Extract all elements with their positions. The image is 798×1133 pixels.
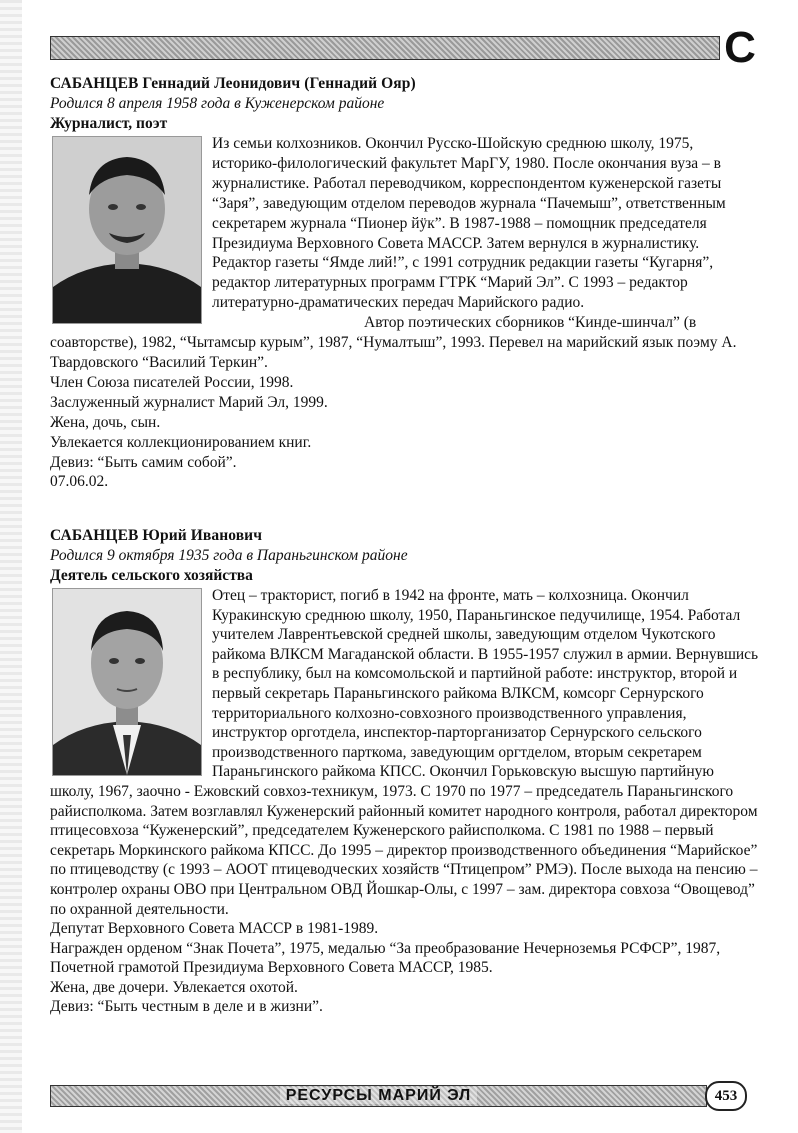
bio-paragraph: Член Союза писателей России, 1998. [50,373,294,391]
portrait-photo [52,588,202,776]
footer-band [50,1085,707,1107]
bio-paragraph: Награжден орденом “Знак Почета”, 1975, медалью “За преобразование Нечерноземья РСФСР”, 1987, Почетной грамотой Президиума Верховного Совета МАССР, 1985. [50,939,721,977]
portrait-photo [52,136,202,324]
bio-entry [50,526,760,1017]
person-name: САБАНЦЕВ Геннадий Леонидович (Геннадий Ояр) [50,75,416,92]
birth-info: Родился 9 октября 1935 года в Параньгинском районе [50,547,408,564]
bio-paragraph: Из семьи колхозников. Окончил Русско-Шойскую среднюю школу, 1975, историко-филологический факультет МарГУ, 1980. После окончания вуза – в журналистике. Работал переводчиком, корреспондентом куженерской газеты “Заря”, заведующим отделом переводов журнала “Пачемыш”, ответственным секретарем журнала “Пионер йӱк”. В 1987-1988 – помощник председателя Президиума Верховного Совета МАССР. Затем вернулся в журналистику. Редактор газеты “Ямде лий!”, с 1991 сотрудник редакции газеты “Кугарня”, редактор литературных программ ГТРК “Марий Эл”. С 1993 – редактор литературно-драматических передач Марийского радио. [212,135,726,312]
bio-paragraph: Жена, две дочери. Увлекается охотой. [50,978,298,996]
bio-text [50,586,760,1017]
bio-text [50,134,760,492]
bio-paragraph: Девиз: “Быть честным в деле и в жизни”. [50,998,323,1016]
page-number: 453 [705,1081,747,1111]
footer-title: РЕСУРСЫ МАРИЙ ЭЛ [280,1087,478,1104]
portrait-icon [53,137,201,323]
bio-paragraph: Жена, дочь, сын. [50,413,161,431]
birth-info: Родился 8 апреля 1958 года в Куженерском районе [50,95,385,112]
bio-paragraph: Автор поэтических сборников “Кинде-шинчал” (в соавторстве), 1982, “Чытамсыр курым”, 1987, “Нумалтыш”, 1993. Перевел на марийский язык поэму А. Твардовского “Василий Теркин”. [50,314,737,371]
header-band [50,36,720,60]
bio-paragraph: Заслуженный журналист Марий Эл, 1999. [50,393,328,411]
person-role: Журналист, поэт [50,115,168,132]
bio-date: 07.06.02. [50,473,109,491]
bio-paragraph: Депутат Верховного Совета МАССР в 1981-1989. [50,920,379,938]
page-footer [50,1081,750,1109]
bio-paragraph: Девиз: “Быть самим собой”. [50,453,237,471]
bio-entry [50,74,760,492]
page-spine-shadow [0,0,22,1133]
bio-paragraph: Увлекается коллекционированием книг. [50,433,312,451]
portrait-icon [53,589,201,775]
section-letter: С [724,23,756,72]
bio-paragraph: Отец – тракторист, погиб в 1942 на фронте, мать – колхозница. Окончил Куракинскую среднюю школу, 1950, Параньгинское педучилище, 1954. Работал учителем Лаврентьевской средней школы, заведующим отделом Чукотского райкома ВЛКСМ Магаданской области. В 1955-1957 служил в армии. Вернувшись в республику, был на комсомольской и партийной работе: инструктор, второй и первый секретарь Параньгинского райкома ВЛКСМ, комсорг Сернурского территориального колхозно-совхозного производственного управления, инструктор орготдела, инспектор-парторганизатор Сернурского сельского производственного парткома, заведующим оргтделом, вторым секретарем Параньгинского райкома КПСС. Окончил Горьковскую высшую партийную школу, 1967, заочно - Ежовский совхоз-техникум, 1973. С 1970 по 1977 – председатель Параньгинского райисполкома. Затем возглавлял Куженерский районный комитет народного контроля, работал директором птицесовхоза “Куженерский”, председателем Куженерского райисполкома. С 1981 по 1988 – первый секретарь Моркинского райкома КПСС. До 1995 – директор производственного объединения “Марийское” по птицеводству (с 1993 – АООТ птицеводческих хозяйств “Птицепром” РМЭ). После выхода на пенсию – контролер охраны ОВО при Центральном ОВД Йошкар-Олы, с 1997 – зам. директора совхоза “Овощевод” по охранной деятельности. [50,587,759,918]
person-name: САБАНЦЕВ Юрий Иванович [50,527,263,544]
person-role: Деятель сельского хозяйства [50,567,253,584]
